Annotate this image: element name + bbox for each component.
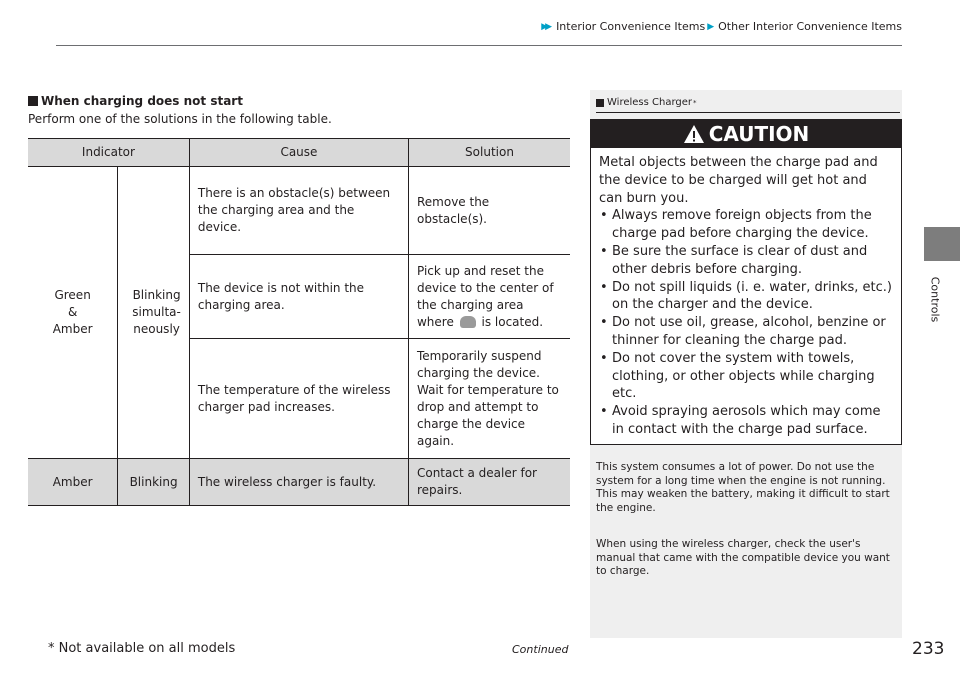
note-title-text: Wireless Charger (607, 97, 693, 108)
double-triangle-icon: ▶ (707, 21, 712, 32)
solution-text: Pick up and reset the device to the center of the charging area where (416, 263, 554, 329)
solution-cell: Contact a dealer for repairs. (408, 459, 570, 506)
cause-cell: The device is not within the charging area. (189, 255, 408, 339)
caution-box (590, 119, 902, 445)
breadcrumb (541, 20, 902, 33)
breadcrumb-item-other-interior-convenience[interactable]: Other Interior Convenience Items (718, 20, 902, 33)
table-row (28, 167, 570, 255)
indicator-cell: Amber (28, 459, 118, 506)
note-paragraph-power: This system consumes a lot of power. Do not use the system for a long time when the engine is not running. This may weaken the battery, making it difficult to start the engine. (596, 461, 890, 514)
table-header-row (28, 139, 570, 167)
chapter-label (920, 264, 950, 334)
footnote: * Not available on all models (48, 641, 236, 656)
list-item: • Avoid spraying aerosols which may come in contact with the charge pad surface. (599, 403, 893, 439)
solution-cell: Temporarily suspend charging the device. Wait for temperature to drop and attempt to charge the device again. (408, 339, 570, 459)
note-paragraph-compatibility: When using the wireless charger, check the user's manual that came with the compatible device you want to charge. (596, 538, 890, 578)
pattern-cell: Blinking (118, 459, 190, 506)
section-heading-text: When charging does not start (41, 94, 243, 108)
header-solution: Solution (408, 139, 570, 167)
cause-cell: The temperature of the wireless charger pad increases. (189, 339, 408, 459)
note-title (596, 97, 697, 108)
double-triangle-icon: ▶▶ (541, 21, 550, 32)
list-item: • Do not cover the system with towels, clothing, or other objects while charging etc. (599, 350, 893, 403)
continued-label: Continued (512, 643, 569, 656)
list-item: • Always remove foreign objects from the charge pad before charging the device. (599, 207, 893, 243)
page-number: 233 (912, 639, 945, 659)
header-cause: Cause (189, 139, 408, 167)
square-bullet-icon (28, 96, 38, 106)
table-row (28, 459, 570, 506)
cause-cell: The wireless charger is faulty. (189, 459, 408, 506)
list-item: • Be sure the surface is clear of dust and other debris before charging. (599, 243, 893, 279)
section-intro: Perform one of the solutions in the following table. (28, 112, 332, 126)
list-item: • Do not use oil, grease, alcohol, benzine or thinner for cleaning the charge pad. (599, 314, 893, 350)
solution-text-end: is located. (481, 314, 544, 329)
breadcrumb-item-interior-convenience[interactable]: Interior Convenience Items (556, 20, 706, 33)
caution-header (591, 120, 901, 148)
section-heading (28, 94, 243, 108)
list-item: • Do not spill liquids (i. e. water, drinks, etc.) on the charger and the device. (599, 279, 893, 315)
not-available-marker: * (693, 98, 697, 107)
note-divider (596, 112, 900, 113)
caution-intro: Metal objects between the charge pad and the device to be charged will get hot and can burn you. (599, 155, 878, 206)
troubleshooting-table (28, 138, 570, 506)
cause-cell: There is an obstacle(s) between the charging area and the device. (189, 167, 408, 255)
header-divider (56, 45, 902, 46)
square-marker-icon (596, 99, 604, 107)
pattern-cell: Blinking simulta- neously (118, 167, 190, 459)
solution-cell (408, 255, 570, 339)
caution-body (591, 148, 901, 439)
chapter-tab[interactable] (924, 227, 960, 261)
indicator-cell: Green & Amber (28, 167, 118, 459)
chapter-label-text: Controls (928, 276, 942, 322)
warning-triangle-icon (683, 123, 705, 145)
header-indicator: Indicator (28, 139, 189, 167)
caution-title: CAUTION (708, 122, 810, 146)
solution-cell: Remove the obstacle(s). (408, 167, 570, 255)
caution-list (599, 207, 893, 438)
charger-symbol-icon (460, 316, 476, 328)
